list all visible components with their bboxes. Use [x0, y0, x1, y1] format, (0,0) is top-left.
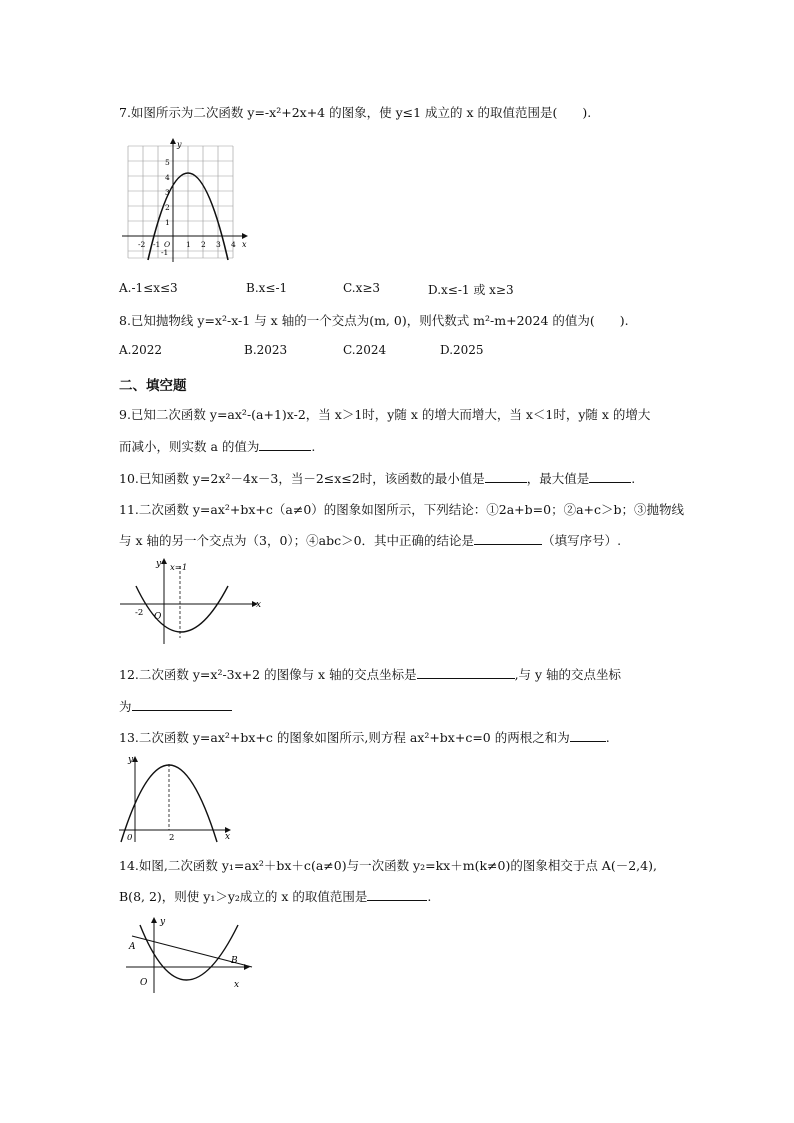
- q11-line1: 11.二次函数 y=ax²+bx+c（a≠0）的图象如图所示，下列结论：①2a+b=0；②a+c＞b；③抛物线: [119, 502, 685, 517]
- q7-xtick: -1: [153, 240, 161, 249]
- q12-y-blank[interactable]: [132, 698, 232, 711]
- q8-option-d[interactable]: D.2025: [440, 343, 484, 357]
- q7-y-label: y: [177, 140, 182, 149]
- q12-x-blank[interactable]: [417, 666, 515, 679]
- q12-line1: 12.二次函数 y=x²-3x+2 的图像与 x 轴的交点坐标是 ,与 y 轴的交点坐标: [119, 667, 622, 682]
- q7-ytick: 1: [165, 218, 170, 227]
- q14-line1: 14.如图,二次函数 y₁=ax²＋bx＋c(a≠0)与一次函数 y₂=kx＋m(k≠0)的图象相交于点 A(－2,4),: [119, 858, 657, 873]
- q13-tick: 2: [169, 833, 175, 843]
- q14-graph: [118, 915, 263, 995]
- q14-answer-blank[interactable]: [367, 888, 427, 901]
- q11-x-label: x: [256, 600, 262, 610]
- q7-x-label: x: [242, 240, 247, 249]
- q13-text: 13.二次函数 y=ax²+bx+c 的图象如图所示,则方程 ax²+bx+c=0 的两根之和为 .: [119, 730, 610, 745]
- q9-answer-blank[interactable]: [259, 438, 311, 451]
- q11-origin: O: [154, 612, 162, 622]
- q7-xtick: -2: [138, 240, 146, 249]
- q7-xtick: 1: [186, 240, 191, 249]
- q7-xtick: 2: [201, 240, 206, 249]
- q10-max-blank[interactable]: [589, 470, 631, 483]
- q7-xtick: 4: [231, 240, 236, 249]
- q8-option-b[interactable]: B.2023: [244, 343, 288, 357]
- q7-option-c[interactable]: C.x≥3: [343, 281, 381, 295]
- section-title: 二、填空题: [119, 378, 187, 394]
- q14-y-label: y: [160, 917, 166, 927]
- q11-graph: [120, 556, 265, 646]
- q7-xtick: 3: [216, 240, 221, 249]
- q14-parabola: [140, 925, 238, 980]
- q7-option-d[interactable]: D.x≤-1 或 x≥3: [428, 283, 514, 297]
- q8-text: 8.已知抛物线 y=x²-x-1 与 x 轴的一个交点为(m, 0)，则代数式 m²-m+2024 的值为( ).: [119, 313, 629, 328]
- q10-text: 10.已知函数 y=2x²－4x－3，当－2≤x≤2时，该函数的最小值是 ，最大值是 .: [119, 471, 636, 486]
- q7-ytick: 4: [165, 173, 170, 182]
- q11-root-label: -2: [135, 608, 144, 618]
- q11-answer-blank[interactable]: [474, 532, 542, 545]
- q7-text: 7.如图所示为二次函数 y=-x²+2x+4 的图象，使 y≤1 成立的 x 的取值范围是( ).: [119, 105, 592, 120]
- q7-origin: O: [164, 240, 171, 249]
- q9-line2: 而减小，则实数 a 的值为 .: [119, 439, 316, 454]
- q7-ytick: 3: [165, 188, 170, 197]
- q13-graph: [115, 752, 240, 844]
- q7-ytick: 5: [165, 158, 170, 167]
- q7-ytick: -1: [161, 248, 169, 257]
- q11-line2: 与 x 轴的另一个交点为（3，0）；④abc＞0．其中正确的结论是 （填写序号）.: [119, 533, 622, 548]
- q7-option-b[interactable]: B.x≤-1: [246, 281, 288, 295]
- q11-axis-label: x=1: [170, 563, 188, 573]
- q8-option-a[interactable]: A.2022: [119, 343, 163, 357]
- q7-graph: [118, 138, 253, 268]
- q10-min-blank[interactable]: [485, 470, 527, 483]
- q13-origin: 0: [127, 833, 133, 843]
- q13-answer-blank[interactable]: [570, 729, 606, 742]
- q14-origin: O: [140, 978, 148, 988]
- q14-line2: B(8, 2)，则使 y₁＞y₂成立的 x 的取值范围是 .: [119, 889, 432, 904]
- q13-x-label: x: [225, 832, 231, 842]
- q14-point-b: B: [231, 956, 238, 966]
- q11-parabola: [136, 586, 228, 632]
- q7-ytick: 2: [165, 203, 170, 212]
- q12-line2: 为: [119, 697, 232, 715]
- q14-x-label: x: [234, 980, 240, 990]
- q9-line1: 9.已知二次函数 y=ax²-(a+1)x-2，当 x＞1时，y随 x 的增大而增大，当 x＜1时，y随 x 的增大: [119, 407, 651, 422]
- q11-y-label: y: [156, 559, 162, 569]
- q14-point-a: A: [129, 942, 136, 952]
- q7-option-a[interactable]: A.-1≤x≤3: [119, 281, 178, 295]
- q8-option-c[interactable]: C.2024: [343, 343, 387, 357]
- q13-y-label: y: [128, 755, 134, 765]
